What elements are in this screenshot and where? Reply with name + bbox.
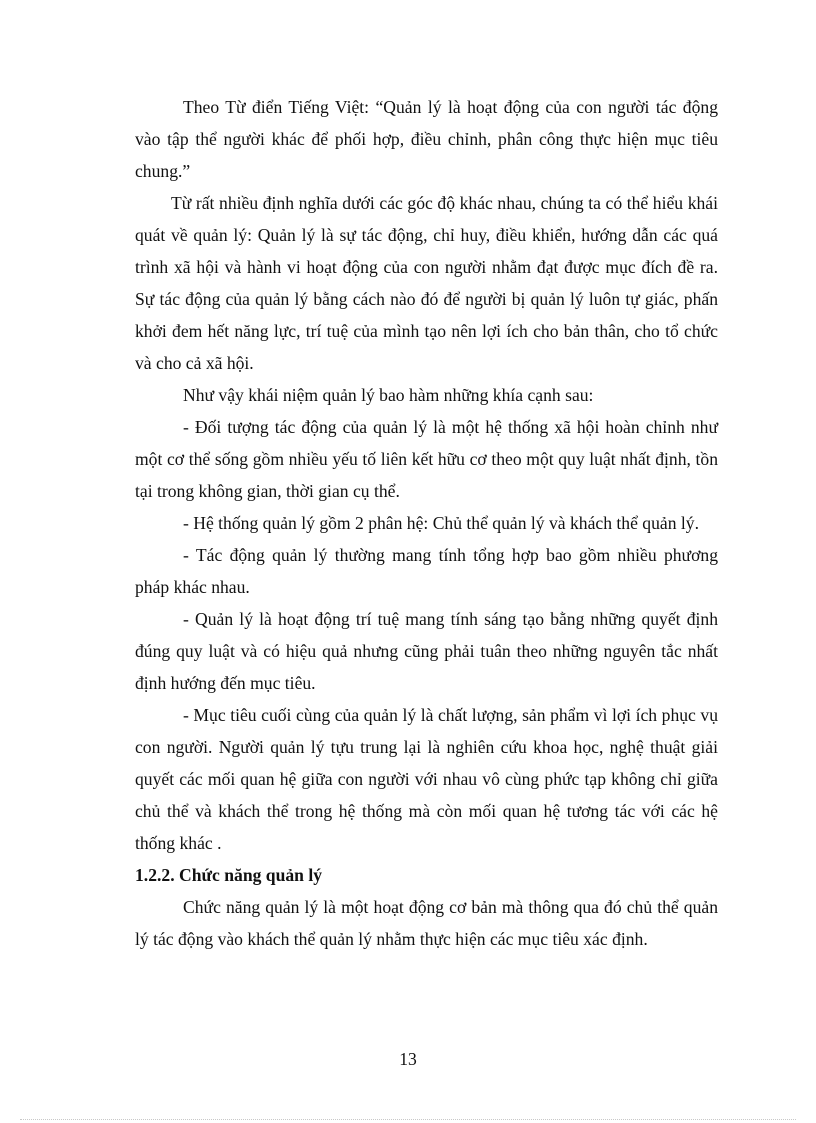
page-bottom-divider bbox=[20, 1119, 796, 1120]
paragraph-definition-dictionary: Theo Từ điển Tiếng Việt: “Quản lý là hoạt động của con người tác động vào tập thể người khác để phối hợp, điều chỉnh, phân công thực hiện mục tiêu chung.” bbox=[135, 97, 718, 181]
section-heading: 1.2.2. Chức năng quản lý bbox=[135, 865, 323, 885]
list-item-object: - Đối tượng tác động của quản lý là một hệ thống xã hội hoàn chỉnh như một cơ thể sống gồm nhiều yếu tố liên kết hữu cơ theo một quy luật nhất định, tồn tại trong không gian, thời gian cụ thể. bbox=[135, 417, 718, 501]
list-item-ultimate-goal: - Mục tiêu cuối cùng của quản lý là chất lượng, sản phẩm vì lợi ích phục vụ con người. Người quản lý tựu trung lại là nghiên cứu khoa học, nghệ thuật giải quyết các mối quan hệ giữa con người với nhau vô cùng phức tạp không chỉ giữa chủ thể và khách thể trong hệ thống mà còn mối quan hệ tương tác với các hệ thống khác . bbox=[135, 705, 718, 853]
list-item-intellectual-activity: - Quản lý là hoạt động trí tuệ mang tính sáng tạo bằng những quyết định đúng quy luật và có hiệu quả nhưng cũng phải tuân theo những nguyên tắc nhất định hướng đến mục tiêu. bbox=[135, 609, 718, 693]
list-item-impact: - Tác động quản lý thường mang tính tổng hợp bao gồm nhiều phương pháp khác nhau. bbox=[135, 545, 718, 597]
paragraph-aspects-intro: Như vậy khái niệm quản lý bao hàm những khía cạnh sau: bbox=[183, 385, 594, 405]
page-body bbox=[135, 91, 718, 955]
page-number: 13 bbox=[399, 1049, 417, 1069]
list-item-system: - Hệ thống quản lý gồm 2 phân hệ: Chủ thể quản lý và khách thể quản lý. bbox=[183, 513, 699, 533]
paragraph-general-definition: Từ rất nhiều định nghĩa dưới các góc độ khác nhau, chúng ta có thể hiểu khái quát về quản lý: Quản lý là sự tác động, chỉ huy, điều khiển, hướng dẫn các quá trình xã hội và hành vi hoạt động của con người nhằm đạt được mục đích đề ra. Sự tác động của quản lý bằng cách nào đó để người bị quản lý luôn tự giác, phấn khởi đem hết năng lực, trí tuệ của mình tạo nên lợi ích cho bản thân, cho tổ chức và cho cả xã hội. bbox=[135, 193, 718, 373]
section-paragraph: Chức năng quản lý là một hoạt động cơ bản mà thông qua đó chủ thể quản lý tác động vào khách thể quản lý nhằm thực hiện các mục tiêu xác định. bbox=[135, 897, 718, 949]
